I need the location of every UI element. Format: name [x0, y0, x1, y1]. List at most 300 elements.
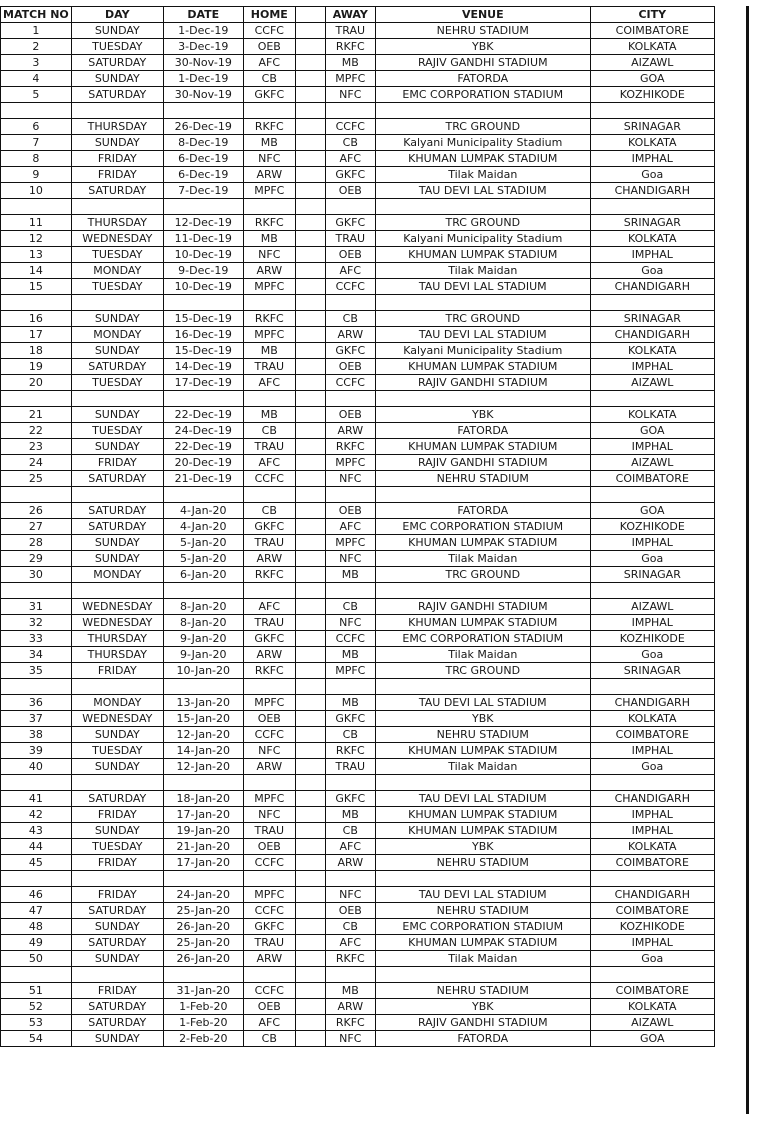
empty-cell [243, 487, 295, 503]
table-row [1, 887, 715, 903]
cell-home: AFC [243, 1015, 295, 1031]
cell-blank [295, 855, 325, 871]
empty-cell [1, 199, 72, 215]
cell-home: GKFC [243, 519, 295, 535]
cell-day: SUNDAY [71, 311, 163, 327]
cell-date: 16-Dec-19 [163, 327, 243, 343]
empty-cell [295, 583, 325, 599]
fixtures-table [0, 6, 715, 1047]
empty-cell [375, 967, 590, 983]
cell-city: AIZAWL [590, 455, 714, 471]
cell-match-no: 44 [1, 839, 72, 855]
cell-home: ARW [243, 263, 295, 279]
empty-cell [325, 871, 375, 887]
header-date: DATE [163, 7, 243, 23]
cell-city: Goa [590, 759, 714, 775]
cell-venue: RAJIV GANDHI STADIUM [375, 375, 590, 391]
table-row [1, 551, 715, 567]
cell-home: AFC [243, 599, 295, 615]
cell-away: ARW [325, 999, 375, 1015]
cell-city: GOA [590, 1031, 714, 1047]
table-row [1, 263, 715, 279]
cell-city: GOA [590, 503, 714, 519]
table-row [1, 343, 715, 359]
cell-match-no: 10 [1, 183, 72, 199]
cell-date: 7-Dec-19 [163, 183, 243, 199]
cell-blank [295, 743, 325, 759]
cell-day: TUESDAY [71, 247, 163, 263]
table-row [1, 71, 715, 87]
cell-blank [295, 311, 325, 327]
cell-match-no: 7 [1, 135, 72, 151]
cell-blank [295, 263, 325, 279]
table-row [1, 135, 715, 151]
cell-date: 12-Jan-20 [163, 759, 243, 775]
table-row [1, 695, 715, 711]
table-row [1, 87, 715, 103]
cell-venue: YBK [375, 711, 590, 727]
cell-city: AIZAWL [590, 599, 714, 615]
table-row [1, 567, 715, 583]
cell-date: 5-Jan-20 [163, 551, 243, 567]
cell-away: MB [325, 983, 375, 999]
cell-home: ARW [243, 759, 295, 775]
cell-day: FRIDAY [71, 455, 163, 471]
cell-city: COIMBATORE [590, 855, 714, 871]
cell-city: IMPHAL [590, 247, 714, 263]
cell-date: 31-Jan-20 [163, 983, 243, 999]
cell-day: WEDNESDAY [71, 711, 163, 727]
cell-blank [295, 135, 325, 151]
cell-date: 18-Jan-20 [163, 791, 243, 807]
cell-match-no: 35 [1, 663, 72, 679]
table-row [1, 231, 715, 247]
cell-city: Goa [590, 647, 714, 663]
table-row [1, 855, 715, 871]
cell-day: MONDAY [71, 327, 163, 343]
cell-venue: EMC CORPORATION STADIUM [375, 87, 590, 103]
cell-day: SATURDAY [71, 183, 163, 199]
cell-day: THURSDAY [71, 647, 163, 663]
cell-venue: RAJIV GANDHI STADIUM [375, 599, 590, 615]
cell-venue: TRC GROUND [375, 215, 590, 231]
cell-date: 6-Dec-19 [163, 167, 243, 183]
cell-blank [295, 599, 325, 615]
cell-blank [295, 983, 325, 999]
cell-away: CCFC [325, 279, 375, 295]
cell-match-no: 26 [1, 503, 72, 519]
cell-city: Goa [590, 263, 714, 279]
cell-city: COIMBATORE [590, 23, 714, 39]
cell-match-no: 11 [1, 215, 72, 231]
cell-home: CCFC [243, 855, 295, 871]
cell-match-no: 50 [1, 951, 72, 967]
cell-away: NFC [325, 471, 375, 487]
cell-blank [295, 887, 325, 903]
cell-day: FRIDAY [71, 663, 163, 679]
empty-cell [295, 871, 325, 887]
cell-date: 15-Dec-19 [163, 311, 243, 327]
cell-city: CHANDIGARH [590, 887, 714, 903]
empty-cell [295, 967, 325, 983]
empty-cell [1, 871, 72, 887]
cell-away: GKFC [325, 791, 375, 807]
spacer-row [1, 295, 715, 311]
cell-blank [295, 327, 325, 343]
cell-day: WEDNESDAY [71, 615, 163, 631]
cell-blank [295, 503, 325, 519]
cell-away: MPFC [325, 663, 375, 679]
cell-home: RKFC [243, 567, 295, 583]
cell-match-no: 49 [1, 935, 72, 951]
cell-blank [295, 375, 325, 391]
empty-cell [375, 199, 590, 215]
header-blank [295, 7, 325, 23]
cell-venue: TAU DEVI LAL STADIUM [375, 695, 590, 711]
empty-cell [295, 679, 325, 695]
cell-venue: KHUMAN LUMPAK STADIUM [375, 807, 590, 823]
cell-match-no: 25 [1, 471, 72, 487]
cell-home: CCFC [243, 727, 295, 743]
cell-home: MPFC [243, 327, 295, 343]
cell-blank [295, 839, 325, 855]
cell-blank [295, 247, 325, 263]
table-row [1, 919, 715, 935]
header-away: AWAY [325, 7, 375, 23]
cell-date: 5-Jan-20 [163, 535, 243, 551]
cell-home: CCFC [243, 903, 295, 919]
cell-date: 1-Feb-20 [163, 999, 243, 1015]
table-row [1, 599, 715, 615]
cell-away: RKFC [325, 439, 375, 455]
cell-blank [295, 647, 325, 663]
cell-day: SATURDAY [71, 999, 163, 1015]
cell-day: TUESDAY [71, 375, 163, 391]
cell-venue: TRC GROUND [375, 311, 590, 327]
cell-blank [295, 663, 325, 679]
cell-blank [295, 71, 325, 87]
cell-home: RKFC [243, 311, 295, 327]
cell-match-no: 16 [1, 311, 72, 327]
empty-cell [243, 583, 295, 599]
cell-date: 26-Jan-20 [163, 951, 243, 967]
cell-away: RKFC [325, 951, 375, 967]
empty-cell [163, 391, 243, 407]
cell-match-no: 33 [1, 631, 72, 647]
cell-day: FRIDAY [71, 167, 163, 183]
cell-day: THURSDAY [71, 119, 163, 135]
cell-date: 19-Jan-20 [163, 823, 243, 839]
cell-date: 24-Jan-20 [163, 887, 243, 903]
cell-venue: KHUMAN LUMPAK STADIUM [375, 151, 590, 167]
cell-blank [295, 23, 325, 39]
cell-home: AFC [243, 375, 295, 391]
cell-match-no: 21 [1, 407, 72, 423]
table-row [1, 167, 715, 183]
cell-blank [295, 343, 325, 359]
cell-city: GOA [590, 423, 714, 439]
empty-cell [243, 967, 295, 983]
cell-home: TRAU [243, 439, 295, 455]
cell-home: TRAU [243, 823, 295, 839]
cell-match-no: 40 [1, 759, 72, 775]
cell-day: SUNDAY [71, 535, 163, 551]
table-row [1, 743, 715, 759]
empty-cell [375, 583, 590, 599]
cell-venue: Tilak Maidan [375, 167, 590, 183]
empty-cell [163, 583, 243, 599]
table-row [1, 311, 715, 327]
cell-city: KOLKATA [590, 135, 714, 151]
cell-blank [295, 615, 325, 631]
empty-cell [243, 391, 295, 407]
table-row [1, 935, 715, 951]
cell-date: 9-Jan-20 [163, 631, 243, 647]
cell-home: CB [243, 1031, 295, 1047]
cell-match-no: 53 [1, 1015, 72, 1031]
cell-match-no: 13 [1, 247, 72, 263]
table-row [1, 55, 715, 71]
empty-cell [1, 391, 72, 407]
cell-match-no: 12 [1, 231, 72, 247]
cell-city: KOLKATA [590, 343, 714, 359]
table-row [1, 1015, 715, 1031]
cell-match-no: 39 [1, 743, 72, 759]
cell-away: RKFC [325, 1015, 375, 1031]
cell-day: SATURDAY [71, 903, 163, 919]
cell-date: 1-Dec-19 [163, 71, 243, 87]
cell-city: IMPHAL [590, 615, 714, 631]
cell-venue: NEHRU STADIUM [375, 903, 590, 919]
cell-away: OEB [325, 903, 375, 919]
cell-home: CB [243, 423, 295, 439]
cell-match-no: 17 [1, 327, 72, 343]
cell-match-no: 24 [1, 455, 72, 471]
cell-home: MB [243, 407, 295, 423]
cell-city: AIZAWL [590, 55, 714, 71]
cell-city: SRINAGAR [590, 119, 714, 135]
cell-date: 20-Dec-19 [163, 455, 243, 471]
cell-blank [295, 359, 325, 375]
cell-date: 12-Jan-20 [163, 727, 243, 743]
cell-day: TUESDAY [71, 743, 163, 759]
cell-date: 2-Feb-20 [163, 1031, 243, 1047]
empty-cell [243, 775, 295, 791]
cell-date: 26-Dec-19 [163, 119, 243, 135]
cell-home: RKFC [243, 119, 295, 135]
cell-away: AFC [325, 935, 375, 951]
cell-city: SRINAGAR [590, 567, 714, 583]
cell-away: ARW [325, 855, 375, 871]
cell-date: 12-Dec-19 [163, 215, 243, 231]
cell-venue: TAU DEVI LAL STADIUM [375, 887, 590, 903]
cell-match-no: 30 [1, 567, 72, 583]
cell-blank [295, 695, 325, 711]
cell-venue: RAJIV GANDHI STADIUM [375, 455, 590, 471]
spacer-row [1, 967, 715, 983]
cell-city: CHANDIGARH [590, 279, 714, 295]
cell-day: SUNDAY [71, 439, 163, 455]
cell-match-no: 52 [1, 999, 72, 1015]
cell-home: CB [243, 503, 295, 519]
cell-away: NFC [325, 1031, 375, 1047]
table-row [1, 791, 715, 807]
cell-city: IMPHAL [590, 439, 714, 455]
table-row [1, 375, 715, 391]
cell-venue: Tilak Maidan [375, 951, 590, 967]
cell-city: COIMBATORE [590, 903, 714, 919]
cell-home: AFC [243, 55, 295, 71]
cell-home: TRAU [243, 615, 295, 631]
cell-city: COIMBATORE [590, 983, 714, 999]
cell-blank [295, 727, 325, 743]
cell-home: MPFC [243, 887, 295, 903]
cell-match-no: 51 [1, 983, 72, 999]
cell-away: ARW [325, 423, 375, 439]
cell-blank [295, 423, 325, 439]
empty-cell [590, 583, 714, 599]
cell-venue: KHUMAN LUMPAK STADIUM [375, 823, 590, 839]
table-row [1, 999, 715, 1015]
cell-blank [295, 39, 325, 55]
cell-away: OEB [325, 359, 375, 375]
empty-cell [1, 103, 72, 119]
empty-cell [375, 487, 590, 503]
table-row [1, 807, 715, 823]
cell-away: ARW [325, 327, 375, 343]
cell-away: AFC [325, 263, 375, 279]
cell-venue: FATORDA [375, 503, 590, 519]
cell-city: KOLKATA [590, 231, 714, 247]
cell-blank [295, 903, 325, 919]
cell-blank [295, 999, 325, 1015]
cell-match-no: 27 [1, 519, 72, 535]
cell-venue: Tilak Maidan [375, 759, 590, 775]
spacer-row [1, 103, 715, 119]
spacer-row [1, 679, 715, 695]
cell-venue: FATORDA [375, 71, 590, 87]
cell-home: TRAU [243, 935, 295, 951]
cell-venue: TRC GROUND [375, 119, 590, 135]
cell-date: 22-Dec-19 [163, 439, 243, 455]
cell-away: GKFC [325, 215, 375, 231]
cell-away: MB [325, 647, 375, 663]
cell-venue: RAJIV GANDHI STADIUM [375, 1015, 590, 1031]
empty-cell [243, 103, 295, 119]
cell-city: KOLKATA [590, 839, 714, 855]
cell-home: GKFC [243, 87, 295, 103]
empty-cell [375, 871, 590, 887]
spacer-row [1, 775, 715, 791]
cell-away: GKFC [325, 343, 375, 359]
table-row [1, 39, 715, 55]
cell-blank [295, 535, 325, 551]
cell-match-no: 15 [1, 279, 72, 295]
cell-away: NFC [325, 887, 375, 903]
empty-cell [590, 871, 714, 887]
cell-away: OEB [325, 247, 375, 263]
cell-date: 4-Jan-20 [163, 519, 243, 535]
table-row [1, 631, 715, 647]
table-row [1, 903, 715, 919]
cell-day: SUNDAY [71, 919, 163, 935]
cell-blank [295, 167, 325, 183]
cell-home: MPFC [243, 791, 295, 807]
cell-date: 9-Dec-19 [163, 263, 243, 279]
cell-city: KOLKATA [590, 999, 714, 1015]
cell-venue: TRC GROUND [375, 567, 590, 583]
cell-blank [295, 455, 325, 471]
cell-city: SRINAGAR [590, 311, 714, 327]
cell-date: 6-Jan-20 [163, 567, 243, 583]
cell-day: THURSDAY [71, 631, 163, 647]
empty-cell [590, 487, 714, 503]
cell-day: WEDNESDAY [71, 231, 163, 247]
cell-day: FRIDAY [71, 983, 163, 999]
cell-venue: KHUMAN LUMPAK STADIUM [375, 615, 590, 631]
cell-venue: TAU DEVI LAL STADIUM [375, 279, 590, 295]
cell-city: IMPHAL [590, 743, 714, 759]
cell-date: 15-Jan-20 [163, 711, 243, 727]
cell-match-no: 18 [1, 343, 72, 359]
cell-away: MB [325, 807, 375, 823]
cell-home: MB [243, 343, 295, 359]
empty-cell [1, 295, 72, 311]
empty-cell [590, 295, 714, 311]
cell-match-no: 43 [1, 823, 72, 839]
empty-cell [163, 775, 243, 791]
cell-venue: EMC CORPORATION STADIUM [375, 519, 590, 535]
cell-date: 21-Jan-20 [163, 839, 243, 855]
cell-venue: NEHRU STADIUM [375, 983, 590, 999]
empty-cell [325, 295, 375, 311]
cell-home: NFC [243, 807, 295, 823]
empty-cell [71, 967, 163, 983]
cell-day: SUNDAY [71, 759, 163, 775]
cell-blank [295, 119, 325, 135]
cell-match-no: 28 [1, 535, 72, 551]
table-row [1, 663, 715, 679]
empty-cell [163, 871, 243, 887]
cell-away: TRAU [325, 231, 375, 247]
cell-blank [295, 231, 325, 247]
cell-city: COIMBATORE [590, 727, 714, 743]
cell-city: KOLKATA [590, 407, 714, 423]
cell-match-no: 36 [1, 695, 72, 711]
cell-day: SATURDAY [71, 55, 163, 71]
cell-blank [295, 439, 325, 455]
cell-date: 13-Jan-20 [163, 695, 243, 711]
cell-away: CCFC [325, 375, 375, 391]
cell-blank [295, 55, 325, 71]
cell-city: CHANDIGARH [590, 695, 714, 711]
cell-date: 17-Jan-20 [163, 807, 243, 823]
header-match-no: MATCH NO [1, 7, 72, 23]
spacer-row [1, 487, 715, 503]
empty-cell [375, 103, 590, 119]
table-row [1, 359, 715, 375]
cell-date: 22-Dec-19 [163, 407, 243, 423]
cell-home: MB [243, 231, 295, 247]
table-row [1, 423, 715, 439]
empty-cell [590, 199, 714, 215]
cell-home: NFC [243, 247, 295, 263]
table-row [1, 23, 715, 39]
cell-away: TRAU [325, 23, 375, 39]
cell-home: RKFC [243, 215, 295, 231]
table-row [1, 279, 715, 295]
table-row [1, 119, 715, 135]
